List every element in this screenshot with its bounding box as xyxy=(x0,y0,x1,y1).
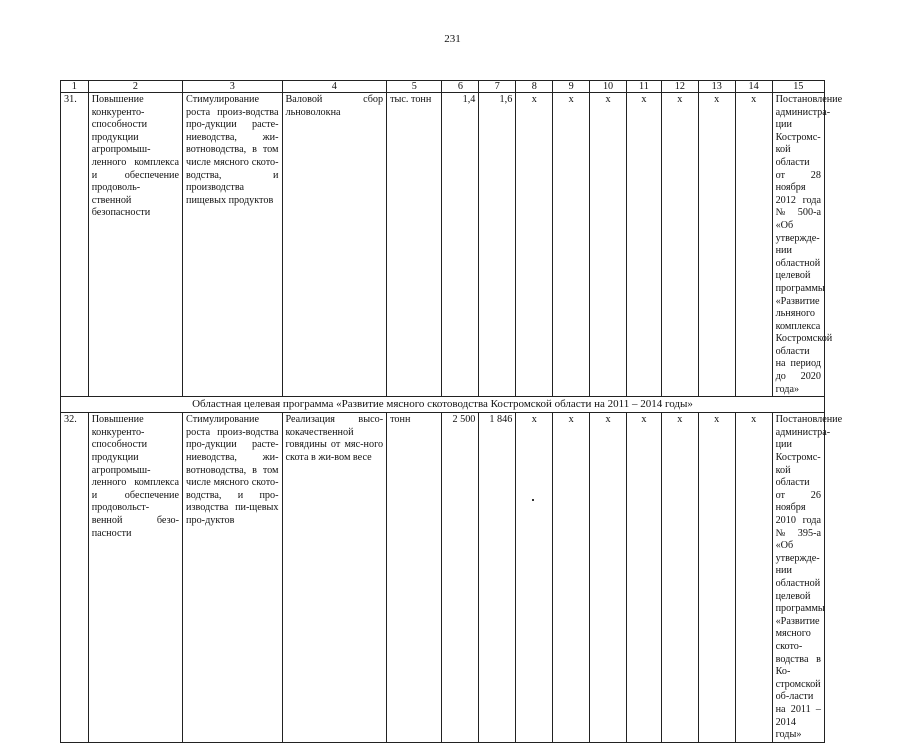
value-cell: х xyxy=(516,93,553,397)
value-cell: х xyxy=(661,413,698,742)
unit-cell: тыс. тонн xyxy=(387,93,442,397)
column-header: 7 xyxy=(479,81,516,93)
table-row xyxy=(61,93,825,397)
value-cell: 1 846 xyxy=(479,413,516,742)
value-cell: х xyxy=(516,413,553,742)
column-header: 5 xyxy=(387,81,442,93)
unit-cell: тонн xyxy=(387,413,442,742)
column-header: 12 xyxy=(661,81,698,93)
value-cell: х xyxy=(553,413,590,742)
page-number: 231 xyxy=(444,33,461,45)
value-cell: х xyxy=(735,93,772,397)
scan-speck xyxy=(532,499,534,501)
value-cell: х xyxy=(735,413,772,742)
indicator-cell: Реализация высо-кокачественной говядины от мяс-ного скота в жи-вом весе xyxy=(282,413,387,742)
document-cell: Постановление администра-ции Костромс-кой области от 26 ноября 2010 года № 395-а «Об утвержде-нии областной целевой программы «Развитие мясного ското-водства в Ко-стромской об-ласти на 2011 – 2014 годы» xyxy=(772,413,824,742)
column-header: 8 xyxy=(516,81,553,93)
document-cell: Постановление администра-ции Костромс-кой области от 28 ноября 2012 года № 500-а «Об утвержде-нии областной целевой программы «Развитие льняного комплекса Костромской области на период до 2020 года» xyxy=(772,93,824,397)
value-cell: 2 500 xyxy=(442,413,479,742)
value-cell: х xyxy=(698,413,735,742)
task-cell: Стимулирование роста произ-водства про-дукции расте-ниеводства, жи-вотноводства, в том числе мясного ското-водства, и про-изводства пи-щевых про-дуктов xyxy=(183,413,282,742)
value-cell: 1,6 xyxy=(479,93,516,397)
column-header: 13 xyxy=(698,81,735,93)
task-cell: Стимулирование роста произ-водства про-дукции расте-ниеводства, жи-вотноводства, в том числе мясного ското-водства, и производства пищевых продуктов xyxy=(183,93,282,397)
section-title: Областная целевая программа «Развитие мясного скотоводства Костромской области на 2011 – 2014 годы» xyxy=(61,397,825,413)
column-header: 14 xyxy=(735,81,772,93)
value-cell: 1,4 xyxy=(442,93,479,397)
column-header: 15 xyxy=(772,81,824,93)
table-row xyxy=(61,413,825,742)
column-header: 2 xyxy=(88,81,182,93)
column-header: 10 xyxy=(590,81,627,93)
program-table xyxy=(60,80,843,743)
value-cell: х xyxy=(627,93,662,397)
header-row xyxy=(61,81,825,93)
value-cell: х xyxy=(698,93,735,397)
value-cell: х xyxy=(590,413,627,742)
row-number: 32. xyxy=(61,413,89,742)
value-cell: х xyxy=(661,93,698,397)
column-header: 4 xyxy=(282,81,387,93)
goal-cell: Повышение конкуренто-способности продукции агропромыш-ленного комплекса и обеспечение продоволь-ственной безопасности xyxy=(88,93,182,397)
row-number: 31. xyxy=(61,93,89,397)
column-header: 9 xyxy=(553,81,590,93)
column-header: 11 xyxy=(627,81,662,93)
value-cell: х xyxy=(553,93,590,397)
section-row xyxy=(61,397,825,413)
column-header: 1 xyxy=(61,81,89,93)
goal-cell: Повышение конкуренто-способности продукции агропромыш-ленного комплекса и обеспечение продовольст-венной безо-пасности xyxy=(88,413,182,742)
value-cell: х xyxy=(627,413,662,742)
indicator-cell: Валовой сбор льноволокна xyxy=(282,93,387,397)
value-cell: х xyxy=(590,93,627,397)
column-header: 6 xyxy=(442,81,479,93)
column-header: 3 xyxy=(183,81,282,93)
